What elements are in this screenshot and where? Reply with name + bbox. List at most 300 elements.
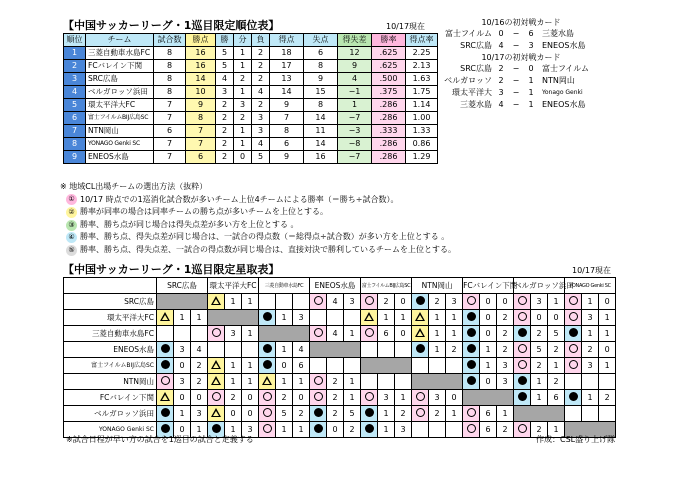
standings-cell-pts: 9 <box>186 99 216 112</box>
hoshi-goals-for: 1 <box>531 390 548 406</box>
standings-cell-wr: .286 <box>372 99 406 112</box>
hoshi-self-cell <box>157 294 208 310</box>
hoshi-empty-cell <box>565 374 582 390</box>
standings-header-cell: 勝 <box>216 34 234 47</box>
standings-cell-l: 2 <box>252 99 270 112</box>
standings-cell-pts: 8 <box>186 112 216 125</box>
hoshi-goals-for: 0 <box>174 422 191 438</box>
hoshi-goals-against: 1 <box>548 422 565 438</box>
win-circle-icon <box>569 360 578 369</box>
standings-cell-games: 8 <box>154 60 186 73</box>
hoshi-goals-for: 2 <box>327 390 344 406</box>
hoshi-goals-for: 1 <box>378 422 395 438</box>
standings-cell-gf: 14 <box>270 86 304 99</box>
loss-dot-icon <box>314 424 323 433</box>
hoshi-row-team: YONAGO Genki SC <box>64 422 157 438</box>
hoshi-goals-for: 0 <box>480 310 497 326</box>
hoshi-goals-for: 1 <box>378 406 395 422</box>
hoshi-result-mark <box>310 294 327 310</box>
win-circle-icon <box>314 296 323 305</box>
loss-dot-icon <box>314 408 323 417</box>
hoshi-goals-for: 2 <box>327 406 344 422</box>
hoshi-goals-for: 6 <box>378 326 395 342</box>
standings-header-cell: 得点率 <box>406 34 438 47</box>
hoshi-goals-against: 2 <box>395 406 412 422</box>
hoshi-empty-cell <box>225 342 242 358</box>
standings-cell-l: 3 <box>252 112 270 125</box>
hoshi-empty-cell <box>429 358 446 374</box>
standings-row <box>64 47 438 60</box>
fixtures-panel <box>426 17 616 111</box>
win-circle-icon <box>518 360 527 369</box>
hoshi-result-mark <box>463 294 480 310</box>
hoshi-result-mark <box>208 390 225 406</box>
standings-cell-gd: 4 <box>338 73 372 86</box>
hoshi-goals-for: 4 <box>327 294 344 310</box>
hoshi-empty-cell <box>378 342 395 358</box>
standings-cell-team: 環太平洋大FC <box>86 99 154 112</box>
loss-dot-icon <box>467 312 476 321</box>
hoshi-goals-for: 0 <box>276 358 293 374</box>
standings-cell-ga: 11 <box>304 125 338 138</box>
hoshi-goals-against: 1 <box>293 422 310 438</box>
standings-cell-wr: .625 <box>372 60 406 73</box>
hoshi-result-mark <box>361 406 378 422</box>
standings-cell-d: 3 <box>234 99 252 112</box>
hoshi-result-mark <box>310 326 327 342</box>
hoshi-result-mark <box>361 390 378 406</box>
fixture-row <box>426 75 616 87</box>
hoshi-goals-against: 0 <box>293 390 310 406</box>
fixture-dash: − <box>512 29 520 38</box>
standings-cell-gr: 1.00 <box>406 112 438 125</box>
hoshi-goals-for: 1 <box>276 374 293 390</box>
standings-cell-d: 1 <box>234 125 252 138</box>
hoshi-goals-for: 2 <box>378 294 395 310</box>
standings-cell-d: 2 <box>234 73 252 86</box>
hoshi-row <box>64 294 616 310</box>
fixture-away-score: 1 <box>528 76 534 85</box>
note-text: 勝率が同率の場合は同率チームの勝ち点が多いチームを上位とする。 <box>80 207 328 217</box>
hoshi-result-mark <box>208 406 225 422</box>
hoshi-empty-cell <box>395 342 412 358</box>
standings-date: 10/17現在 <box>386 22 426 31</box>
hoshi-goals-against: 0 <box>191 390 208 406</box>
standings-row <box>64 138 438 151</box>
hoshi-goals-against: 2 <box>497 342 514 358</box>
standings-cell-team: 三菱自動車水島FC <box>86 47 154 60</box>
standings-cell-gd: 9 <box>338 60 372 73</box>
hoshi-goals-against: 0 <box>497 294 514 310</box>
fixture-away: NTN岡山 <box>542 76 575 85</box>
win-circle-icon <box>263 408 272 417</box>
hoshi-goals-for: 2 <box>429 406 446 422</box>
standings-cell-gf: 17 <box>270 60 304 73</box>
hoshi-result-mark <box>514 358 531 374</box>
hoshi-goals-for: 1 <box>480 342 497 358</box>
standings-cell-d: 1 <box>234 47 252 60</box>
note-item <box>66 231 626 244</box>
hoshi-row <box>64 390 616 406</box>
hoshi-goals-for: 3 <box>582 358 599 374</box>
standings-header-cell: 失点 <box>304 34 338 47</box>
draw-triangle-icon <box>160 312 170 321</box>
standings-cell-l: 4 <box>252 138 270 151</box>
hoshi-empty-cell <box>208 342 225 358</box>
fixture-row <box>426 40 616 52</box>
hoshi-goals-for: 1 <box>225 422 242 438</box>
hoshi-goals-against: 2 <box>548 342 565 358</box>
standings-cell-rank: 2 <box>64 60 86 73</box>
hoshi-goals-for: 1 <box>276 422 293 438</box>
loss-dot-icon <box>518 392 527 401</box>
loss-dot-icon <box>467 328 476 337</box>
hoshi-goals-against: 0 <box>395 326 412 342</box>
hoshi-result-mark <box>412 406 429 422</box>
standings-header-cell: 順位 <box>64 34 86 47</box>
fixture-away-score: 1 <box>528 88 534 97</box>
hoshi-goals-against: 1 <box>395 390 412 406</box>
note-number-badge: ① <box>66 194 77 205</box>
selection-notes <box>60 181 626 257</box>
standings-row <box>64 99 438 112</box>
hoshi-goals-against: 6 <box>293 358 310 374</box>
win-circle-icon <box>212 328 221 337</box>
hoshi-result-mark <box>310 374 327 390</box>
hoshi-result-mark <box>157 342 174 358</box>
standings-cell-l: 2 <box>252 47 270 60</box>
hoshi-result-mark <box>259 342 276 358</box>
hoshi-empty-cell <box>599 406 616 422</box>
hoshi-goals-for: 1 <box>582 326 599 342</box>
fixture-home: SRC広島 <box>460 41 492 50</box>
hoshi-result-mark <box>361 294 378 310</box>
hoshi-empty-cell <box>327 310 344 326</box>
fixture-away-score: 3 <box>528 41 534 50</box>
win-circle-icon <box>365 328 374 337</box>
hoshi-empty-cell <box>446 422 463 438</box>
hoshi-empty-cell <box>293 294 310 310</box>
hoshi-goals-for: 1 <box>429 326 446 342</box>
standings-cell-gf: 18 <box>270 47 304 60</box>
note-item <box>66 194 626 207</box>
fixture-away: 富士フイルム <box>542 64 589 73</box>
hoshi-goals-for: 2 <box>531 326 548 342</box>
standings-row <box>64 151 438 164</box>
hoshi-goals-against: 1 <box>395 310 412 326</box>
hoshi-result-mark <box>463 342 480 358</box>
win-circle-icon <box>365 296 374 305</box>
hoshi-goals-against: 1 <box>242 294 259 310</box>
standings-cell-rank: 5 <box>64 99 86 112</box>
hoshi-title: 【中国サッカーリーグ・1巡目限定星取表】 <box>63 263 280 276</box>
fixture-home-score: 3 <box>498 88 504 97</box>
hoshi-goals-against: 2 <box>497 422 514 438</box>
hoshi-empty-cell <box>361 342 378 358</box>
standings-cell-gf: 9 <box>270 99 304 112</box>
hoshi-empty-cell <box>259 294 276 310</box>
hoshi-goals-for: 2 <box>582 342 599 358</box>
hoshi-result-mark <box>412 310 429 326</box>
standings-cell-team: FCバレイン下関 <box>86 60 154 73</box>
fixture-away: 三菱水島 <box>542 29 574 38</box>
hoshi-goals-against: 3 <box>497 374 514 390</box>
hoshi-result-mark <box>259 406 276 422</box>
hoshi-goals-against: 3 <box>191 406 208 422</box>
hoshi-goals-against: 1 <box>446 406 463 422</box>
hoshi-goals-for: 3 <box>174 374 191 390</box>
standings-table <box>63 33 438 164</box>
standings-row <box>64 86 438 99</box>
standings-cell-ga: 14 <box>304 138 338 151</box>
standings-cell-pts: 16 <box>186 60 216 73</box>
hoshi-goals-against: 3 <box>497 358 514 374</box>
loss-dot-icon <box>569 392 578 401</box>
fixture-home-score: 0 <box>498 29 504 38</box>
hoshi-goals-against: 1 <box>446 310 463 326</box>
hoshi-goals-against: 1 <box>242 358 259 374</box>
loss-dot-icon <box>263 360 272 369</box>
hoshi-self-cell <box>208 310 259 326</box>
hoshi-goals-against: 4 <box>293 342 310 358</box>
win-circle-icon <box>467 408 476 417</box>
hoshi-goals-against: 3 <box>242 422 259 438</box>
standings-cell-gd: 12 <box>338 47 372 60</box>
standings-cell-games: 7 <box>154 151 186 164</box>
standings-cell-gr: 0.86 <box>406 138 438 151</box>
fixture-home: 富士フイルム <box>445 29 492 38</box>
hoshi-empty-cell <box>361 374 378 390</box>
standings-cell-w: 3 <box>216 86 234 99</box>
hoshi-empty-cell <box>157 326 174 342</box>
hoshi-result-mark <box>514 422 531 438</box>
hoshi-goals-against: 5 <box>344 406 361 422</box>
hoshi-column-header: 富士フイルムBIJ広島SC <box>361 278 412 294</box>
loss-dot-icon <box>518 328 527 337</box>
hoshi-goals-against: 0 <box>548 310 565 326</box>
hoshi-result-mark <box>514 374 531 390</box>
loss-dot-icon <box>416 296 425 305</box>
hoshi-goals-for: 2 <box>225 390 242 406</box>
hoshi-result-mark <box>157 374 174 390</box>
hoshi-result-mark <box>310 390 327 406</box>
standings-cell-wr: .286 <box>372 138 406 151</box>
standings-header-cell: 勝率 <box>372 34 406 47</box>
standings-cell-gr: 1.63 <box>406 73 438 86</box>
hoshi-empty-cell <box>310 310 327 326</box>
fixture-home-score: 2 <box>498 76 504 85</box>
hoshi-result-mark <box>361 326 378 342</box>
hoshi-goals-against: 2 <box>446 342 463 358</box>
standings-cell-rank: 1 <box>64 47 86 60</box>
win-circle-icon <box>314 376 323 385</box>
hoshi-goals-against: 1 <box>242 326 259 342</box>
fixture-dash: − <box>512 64 520 73</box>
hoshi-goals-against: 1 <box>446 326 463 342</box>
hoshi-goals-for: 4 <box>327 326 344 342</box>
hoshi-row-team: FCバレイン下関 <box>64 390 157 406</box>
draw-triangle-icon <box>262 376 272 385</box>
hoshi-result-mark <box>514 294 531 310</box>
standings-cell-wr: .625 <box>372 47 406 60</box>
standings-cell-pts: 7 <box>186 138 216 151</box>
loss-dot-icon <box>365 424 374 433</box>
hoshi-goals-against: 3 <box>344 294 361 310</box>
hoshi-goals-for: 6 <box>480 422 497 438</box>
hoshi-goals-for: 1 <box>429 310 446 326</box>
standings-cell-pts: 6 <box>186 151 216 164</box>
standings-cell-rank: 4 <box>64 86 86 99</box>
hoshi-date: 10/17現在 <box>572 266 612 275</box>
hoshi-goals-for: 3 <box>531 294 548 310</box>
win-circle-icon <box>569 312 578 321</box>
standings-cell-w: 5 <box>216 47 234 60</box>
hoshi-result-mark <box>565 326 582 342</box>
loss-dot-icon <box>161 360 170 369</box>
hoshi-goals-against: 5 <box>548 326 565 342</box>
loss-dot-icon <box>263 344 272 353</box>
standings-cell-l: 2 <box>252 60 270 73</box>
standings-cell-ga: 8 <box>304 60 338 73</box>
win-circle-icon <box>569 296 578 305</box>
win-circle-icon <box>569 344 578 353</box>
standings-cell-ga: 16 <box>304 151 338 164</box>
hoshi-result-mark <box>565 358 582 374</box>
standings-cell-gd: −3 <box>338 125 372 138</box>
standings-cell-ga: 6 <box>304 47 338 60</box>
hoshi-table <box>63 277 616 438</box>
standings-header-cell: 負 <box>252 34 270 47</box>
standings-cell-games: 8 <box>154 73 186 86</box>
hoshi-goals-against: 0 <box>599 342 616 358</box>
standings-cell-games: 6 <box>154 125 186 138</box>
hoshi-goals-for: 1 <box>378 310 395 326</box>
standings-cell-gr: 1.29 <box>406 151 438 164</box>
hoshi-goals-against: 2 <box>293 406 310 422</box>
hoshi-result-mark <box>565 310 582 326</box>
hoshi-result-mark <box>259 374 276 390</box>
standings-cell-wr: .286 <box>372 151 406 164</box>
hoshi-goals-against: 0 <box>446 390 463 406</box>
draw-triangle-icon <box>211 360 221 369</box>
hoshi-row-team: SRC広島 <box>64 294 157 310</box>
hoshi-empty-cell <box>242 342 259 358</box>
win-circle-icon <box>161 376 170 385</box>
standings-cell-w: 2 <box>216 151 234 164</box>
standings-header-cell: 勝点 <box>186 34 216 47</box>
hoshi-goals-against: 3 <box>395 422 412 438</box>
hoshi-result-mark <box>514 326 531 342</box>
loss-dot-icon <box>467 360 476 369</box>
hoshi-goals-for: 2 <box>429 294 446 310</box>
hoshi-goals-against: 1 <box>599 326 616 342</box>
hoshi-goals-against: 1 <box>497 406 514 422</box>
standings-cell-w: 5 <box>216 60 234 73</box>
standings-cell-d: 1 <box>234 86 252 99</box>
win-circle-icon <box>314 328 323 337</box>
hoshi-result-mark <box>412 326 429 342</box>
standings-cell-w: 2 <box>216 99 234 112</box>
hoshi-result-mark <box>565 342 582 358</box>
hoshi-column-header: ENEOS水島 <box>310 278 361 294</box>
hoshi-result-mark <box>310 422 327 438</box>
fixture-dash: − <box>512 88 520 97</box>
standings-cell-gd: 1 <box>338 99 372 112</box>
fixture-dash: − <box>512 100 520 109</box>
fixture-day-heading: 10/16の初対戦カード <box>481 18 561 27</box>
note-item <box>66 206 626 219</box>
hoshi-result-mark <box>259 310 276 326</box>
hoshi-self-cell <box>361 358 412 374</box>
standings-cell-gf: 9 <box>270 151 304 164</box>
hoshi-row-team: 富士フイルムBIJ広島SC <box>64 358 157 374</box>
hoshi-row <box>64 374 616 390</box>
hoshi-goals-for: 0 <box>480 294 497 310</box>
fixture-home-score: 2 <box>498 64 504 73</box>
hoshi-goals-for: 5 <box>531 342 548 358</box>
hoshi-result-mark <box>208 326 225 342</box>
standings-cell-w: 2 <box>216 112 234 125</box>
fixture-away: ENEOS水島 <box>542 100 586 109</box>
hoshi-goals-for: 1 <box>225 294 242 310</box>
hoshi-goals-against: 1 <box>293 374 310 390</box>
standings-row <box>64 73 438 86</box>
hoshi-empty-cell <box>327 358 344 374</box>
fixture-home: SRC広島 <box>460 64 492 73</box>
hoshi-goals-against: 6 <box>548 390 565 406</box>
standings-cell-w: 2 <box>216 125 234 138</box>
hoshi-self-cell <box>259 326 310 342</box>
standings-cell-gr: 2.13 <box>406 60 438 73</box>
hoshi-result-mark <box>259 422 276 438</box>
standings-cell-wr: .286 <box>372 112 406 125</box>
draw-triangle-icon <box>211 296 221 305</box>
fixture-row <box>426 28 616 40</box>
hoshi-self-cell <box>463 390 514 406</box>
loss-dot-icon <box>263 312 272 321</box>
standings-cell-pts: 7 <box>186 125 216 138</box>
hoshi-self-cell <box>412 374 463 390</box>
fixture-home-score: 4 <box>498 100 504 109</box>
hoshi-empty-cell <box>412 358 429 374</box>
standings-cell-gd: −8 <box>338 138 372 151</box>
standings-cell-team: 富士フイルムBIJ広島SC <box>86 112 154 125</box>
hoshi-row <box>64 406 616 422</box>
note-text: 勝率、勝ち点が同じ場合は得失点差が多い方を上位とする 。 <box>80 219 299 229</box>
note-number-badge: ④ <box>66 232 77 243</box>
standings-row <box>64 60 438 73</box>
hoshi-goals-against: 1 <box>191 422 208 438</box>
win-circle-icon <box>212 392 221 401</box>
loss-dot-icon <box>569 328 578 337</box>
win-circle-icon <box>518 296 527 305</box>
hoshi-goals-for: 2 <box>531 358 548 374</box>
hoshi-result-mark <box>208 358 225 374</box>
standings-header-cell: 得失差 <box>338 34 372 47</box>
loss-dot-icon <box>365 408 374 417</box>
hoshi-empty-cell <box>446 358 463 374</box>
hoshi-result-mark <box>412 342 429 358</box>
hoshi-empty-cell <box>599 374 616 390</box>
hoshi-goals-against: 2 <box>344 422 361 438</box>
standings-cell-l: 4 <box>252 86 270 99</box>
win-circle-icon <box>518 312 527 321</box>
hoshi-goals-for: 0 <box>531 310 548 326</box>
hoshi-goals-against: 2 <box>548 374 565 390</box>
hoshi-goals-against: 3 <box>293 310 310 326</box>
hoshi-empty-cell <box>412 422 429 438</box>
hoshi-row <box>64 310 616 326</box>
